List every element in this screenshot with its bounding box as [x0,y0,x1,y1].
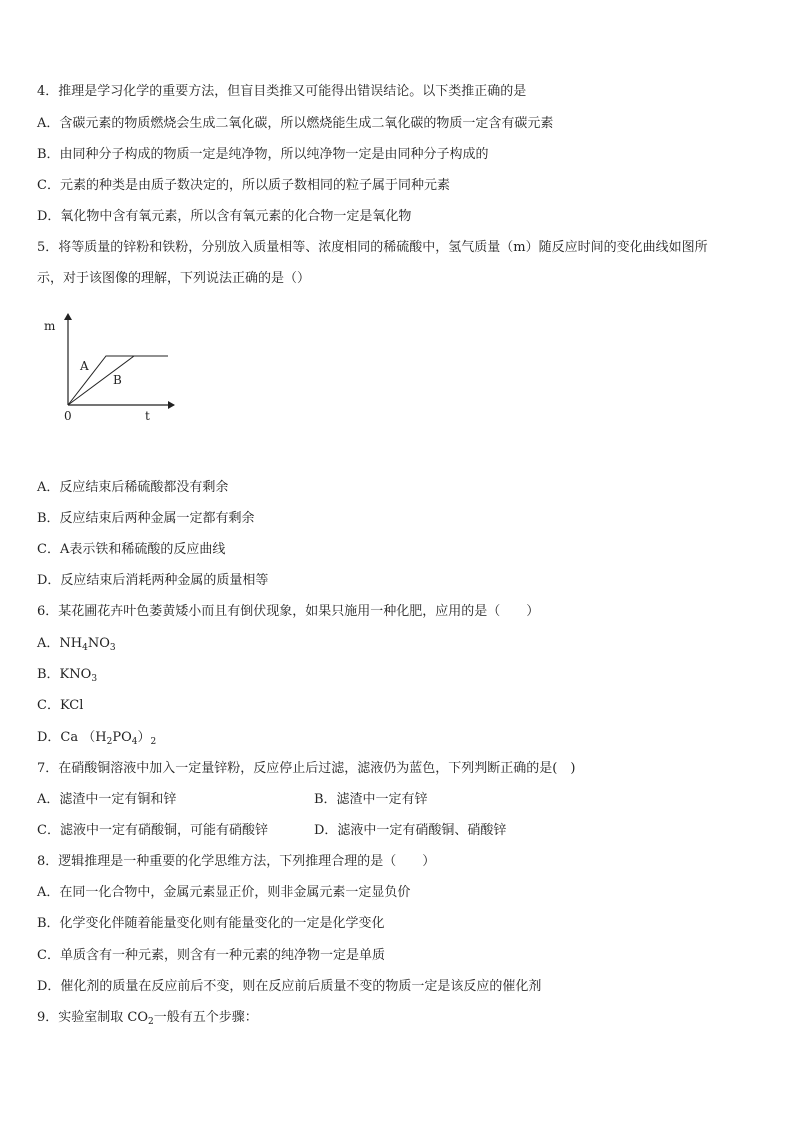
q7-option-a: A．滤渣中一定有铜和锌 [37,792,177,807]
q6-option-c: C．KCl [37,698,84,713]
x-axis-label: t [145,409,150,423]
q8-option-c: C．单质含有一种元素，则含有一种元素的纯净物一定是单质 [37,948,385,963]
q5-stem-line1: 5．将等质量的锌粉和铁粉，分别放入质量相等、浓度相同的稀硫酸中，氢气质量（m）随反应时间的变化曲线如图所 [37,240,708,255]
q5-option-c: C．A表示铁和稀硫酸的反应曲线 [37,542,226,557]
curve-b-label: B [113,373,122,387]
q4-option-d: D．氧化物中含有氧元素，所以含有氧元素的化合物一定是氧化物 [37,209,412,224]
q5-option-d: D．反应结束后消耗两种金属的质量相等 [37,573,269,588]
curve-b [68,356,134,405]
q4-option-a: A．含碳元素的物质燃烧会生成二氧化碳，所以燃烧能生成二氧化碳的物质一定含有碳元素 [37,116,554,131]
q4-stem: 4．推理是学习化学的重要方法，但盲目类推又可能得出错误结论。以下类推正确的是 [37,84,527,99]
curve-a-label: A [80,359,89,373]
q5-option-b: B．反应结束后两种金属一定都有剩余 [37,511,255,526]
q9-stem: 9．实验室制取 $CO_2$一般有五个步骤： [37,1010,258,1027]
q5-stem-line2: 示，对于该图像的理解，下列说法正确的是（） [37,271,311,286]
q6-option-b: B．$KNO_3$ [37,667,98,684]
y-axis-label: m [44,319,56,333]
reaction-graph [40,308,180,428]
q4-option-b: B．由同种分子构成的物质一定是纯净物，所以纯净物一定是由同种分子构成的 [37,147,489,162]
q7-option-b: B．滤渣中一定有锌 [314,792,428,807]
q5-option-a: A．反应结束后稀硫酸都没有剩余 [37,480,229,495]
q6-option-d: D．Ca $(H_2PO_4)_2$ [37,730,157,747]
q8-option-b: B．化学变化伴随着能量变化则有能量变化的一定是化学变化 [37,916,385,931]
q8-option-d: D．催化剂的质量在反应前后不变，则在反应前后质量不变的物质一定是该反应的催化剂 [37,979,542,994]
q4-option-c: C．元素的种类是由质子数决定的，所以质子数相同的粒子属于同种元素 [37,178,450,193]
q7-stem: 7．在硝酸铜溶液中加入一定量锌粉，反应停止后过滤，滤液仍为蓝色，下列判断正确的是( ) [37,761,576,776]
q7-option-d: D．滤液中一定有硝酸铜、硝酸锌 [314,823,507,838]
q7-option-c: C．滤液中一定有硝酸铜，可能有硝酸锌 [37,823,268,838]
q8-stem: 8．逻辑推理是一种重要的化学思维方法，下列推理合理的是（ ） [37,854,436,869]
origin-label: 0 [64,409,72,423]
q8-option-a: A．在同一化合物中，金属元素显正价，则非金属元素一定显负价 [37,885,411,900]
q6-stem: 6．某花圃花卉叶色萎黄矮小而且有倒伏现象，如果只施用一种化肥，应用的是（ ） [37,604,540,619]
q6-option-a: A．$NH_4NO_3$ [37,636,116,653]
